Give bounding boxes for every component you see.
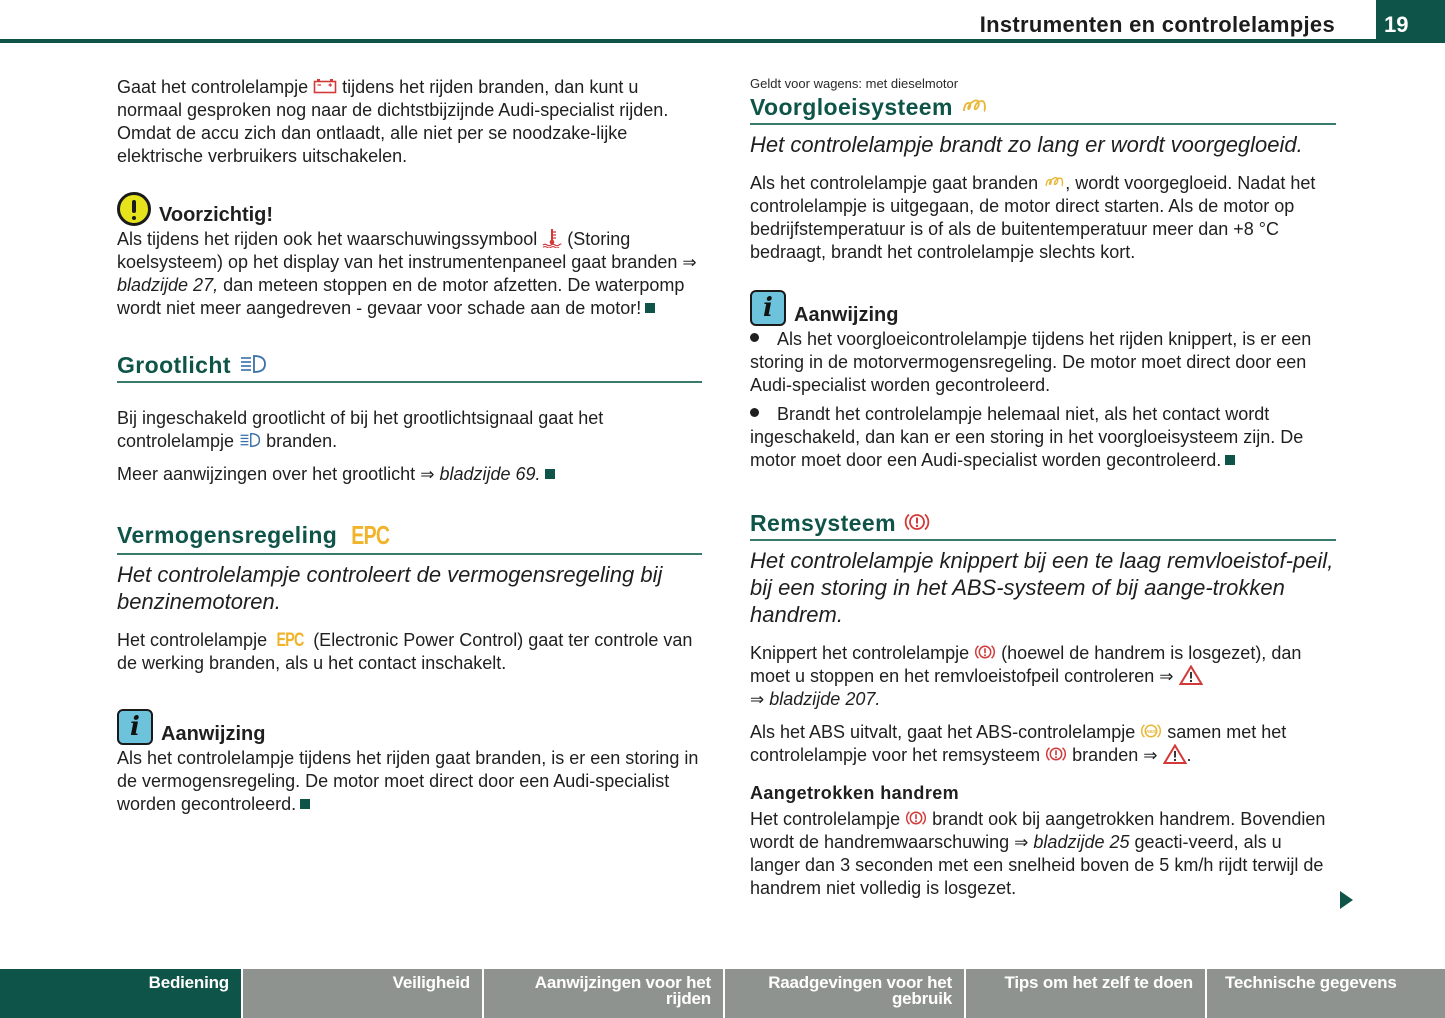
note-title: Aanwijzing	[794, 304, 899, 326]
page-number: 19	[1384, 12, 1409, 37]
page-reference-link[interactable]: bladzijde 25	[1033, 832, 1130, 852]
section-vermogensregeling	[117, 520, 702, 675]
epc-icon: EPC	[351, 520, 390, 550]
section-grootlicht	[117, 352, 702, 486]
header-rule	[0, 39, 1445, 43]
voorgloei-paragraph: Als het controlelampje gaat branden , wordt voorgegloeid. Nadat het controlelampje is uitgegaan, de motor direct starten. Als de motor op bedrijfstemperatuur is of als de buitentemperatuur meer dan +8 °C bedraagt, brandt het controlelampje slechts kort.	[750, 173, 1316, 262]
epc-icon: EPC	[276, 630, 304, 651]
end-of-section-mark	[545, 469, 555, 479]
caution-text: Als tijdens het rijden ook het waarschuwingssymbool (Storing koelsysteem) op het display van het instrumentenpaneel gaat branden ⇒ bladzijde 27, dan meteen stoppen en de motor afzetten. De waterpomp wordt niet meer aangedreven - gevaar voor schade aan de motor!	[117, 229, 697, 318]
rem-paragraph-1: Knippert het controlelampje (hoewel de handrem is losgezet), dan moet u stoppen en het remvloeistofpeil controleren ⇒ ⇒ bladzijde 207.	[750, 643, 1302, 709]
chapter-title: Instrumenten en controlelampjes	[979, 12, 1335, 37]
glow-plug-icon	[1043, 175, 1065, 189]
page-reference-link[interactable]: bladzijde 207.	[769, 689, 881, 709]
page-number-box	[1376, 0, 1445, 41]
info-icon: i	[117, 709, 153, 745]
grootlicht-reference-paragraph: Meer aanwijzingen over het grootlicht ⇒ bladzijde 69.	[117, 463, 702, 486]
section-voorgloeisysteem	[750, 76, 1336, 264]
caution-icon	[117, 192, 151, 226]
caution-title: Voorzichtig!	[159, 204, 274, 226]
bullet-icon	[750, 333, 759, 342]
handrem-paragraph: Het controlelampje brandt ook bij aangetrokken handrem. Bovendien wordt de handremwaarschuwing ⇒ bladzijde 25 geacti-veerd, als u langer dan 3 seconden met een snelheid boven de 5 km/h rijdt terwijl de handrem niet volledig is losgezet.	[750, 809, 1326, 898]
section-lead: Het controlelampje controleert de vermogensregeling bij benzinemotoren.	[117, 562, 663, 614]
info-icon: i	[750, 290, 786, 326]
subheading: Aangetrokken handrem	[750, 783, 960, 803]
chapter-tabs	[0, 969, 1445, 1018]
applicability-note: Geldt voor wagens: met dieselmotor	[750, 76, 959, 91]
end-of-section-mark	[645, 303, 655, 313]
tab-tips-om-het-zelf-te-doen[interactable]: Tips om het zelf te doen	[964, 969, 1205, 1018]
tab-bediening[interactable]: Bediening	[0, 969, 241, 1018]
reference-arrow: ⇒	[682, 253, 697, 272]
warning-triangle-icon[interactable]	[1163, 744, 1187, 764]
note-box	[117, 709, 702, 816]
high-beam-icon	[239, 354, 267, 374]
note-text: Als het controlelampje tijdens het rijden gaat branden, is er een storing in de vermogensregeling. De motor moet direct door een Audi-specialist worden gecontroleerd.	[117, 748, 699, 814]
right-column	[750, 76, 1336, 900]
list-item: Als het voorgloeicontrolelampje tijdens het rijden knippert, is er een storing in de motorvermogensregeling. De motor moet direct door een Audi-specialist worden gecontroleerd.	[750, 329, 1312, 395]
section-title: Voorgloeisysteem	[750, 94, 1336, 125]
tab-aanwijzingen-voor-het-rijden[interactable]: Aanwijzingen voor het rijden	[482, 969, 723, 1018]
end-of-section-mark	[1225, 455, 1235, 465]
page-header	[0, 0, 1445, 44]
brake-system-icon	[1045, 745, 1067, 763]
brake-system-icon	[974, 643, 996, 661]
left-column	[117, 76, 702, 816]
section-title: Remsysteem	[750, 510, 1336, 541]
warning-triangle-icon[interactable]	[1179, 665, 1203, 685]
page-reference-link[interactable]: bladzijde 69.	[439, 464, 541, 484]
tab-veiligheid[interactable]: Veiligheid	[241, 969, 482, 1018]
note-title: Aanwijzing	[161, 723, 266, 745]
svg-text:ABS: ABS	[1146, 730, 1157, 736]
section-title: Grootlicht	[117, 352, 702, 383]
bullet-icon	[750, 408, 759, 417]
high-beam-icon	[239, 432, 261, 448]
section-title: Vermogensregeling EPC	[117, 520, 702, 555]
reference-arrow: ⇒	[1014, 833, 1029, 852]
tab-raadgevingen-voor-het-gebruik[interactable]: Raadgevingen voor het gebruik	[723, 969, 964, 1018]
abs-icon	[1140, 722, 1162, 740]
brake-system-icon	[904, 511, 930, 533]
page-reference-link[interactable]: bladzijde 27,	[117, 275, 219, 295]
battery-paragraph: Gaat het controlelampje tijdens het rijden branden, dan kunt u normaal gesproken nog naar de dichtstbijzijnde Audi-specialist rijden. Omdat de accu zich dan ontlaadt, alle niet per se noodzake-lijke elektrische verbruikers uitschakelen.	[117, 77, 669, 166]
list-item: Brandt het controlelampje helemaal niet, als het contact wordt ingeschakeld, dan kan er een storing in het voorgloeisysteem zijn. De motor moet door een Audi-specialist worden gecontroleerd.	[750, 404, 1304, 470]
battery-icon	[313, 78, 337, 94]
caution-box	[117, 192, 702, 320]
coolant-temperature-icon	[542, 228, 562, 248]
tab-technische-gegevens[interactable]: Technische gegevens	[1205, 969, 1445, 1018]
continue-next-page-icon[interactable]	[1340, 891, 1353, 909]
reference-arrow: ⇒	[420, 465, 435, 484]
end-of-section-mark	[300, 799, 310, 809]
reference-arrow: ⇒	[1159, 667, 1174, 686]
section-lead: Het controlelampje brandt zo lang er wordt voorgegloeid.	[750, 132, 1303, 157]
note-box	[750, 290, 1336, 472]
section-lead: Het controlelampje knippert bij een te laag remvloeistof-peil, bij een storing in het ABS-systeem of bij aange-trokken handrem.	[750, 548, 1334, 627]
brake-system-icon	[905, 809, 927, 827]
grootlicht-paragraph: Bij ingeschakeld grootlicht of bij het grootlichtsignaal gaat het controlelampje branden.	[117, 408, 604, 451]
rem-paragraph-2: Als het ABS uitvalt, gaat het ABS-controlelampje ABS samen met het controlelampje voor het remsysteem branden ⇒ .	[750, 722, 1287, 765]
epc-paragraph: Het controlelampje EPC (Electronic Power Control) gaat ter controle van de werking branden, als u het contact inschakelt.	[117, 630, 693, 673]
glow-plug-icon	[961, 97, 987, 115]
reference-arrow: ⇒	[1143, 746, 1158, 765]
reference-arrow: ⇒	[750, 690, 765, 709]
section-remsysteem	[750, 510, 1336, 900]
